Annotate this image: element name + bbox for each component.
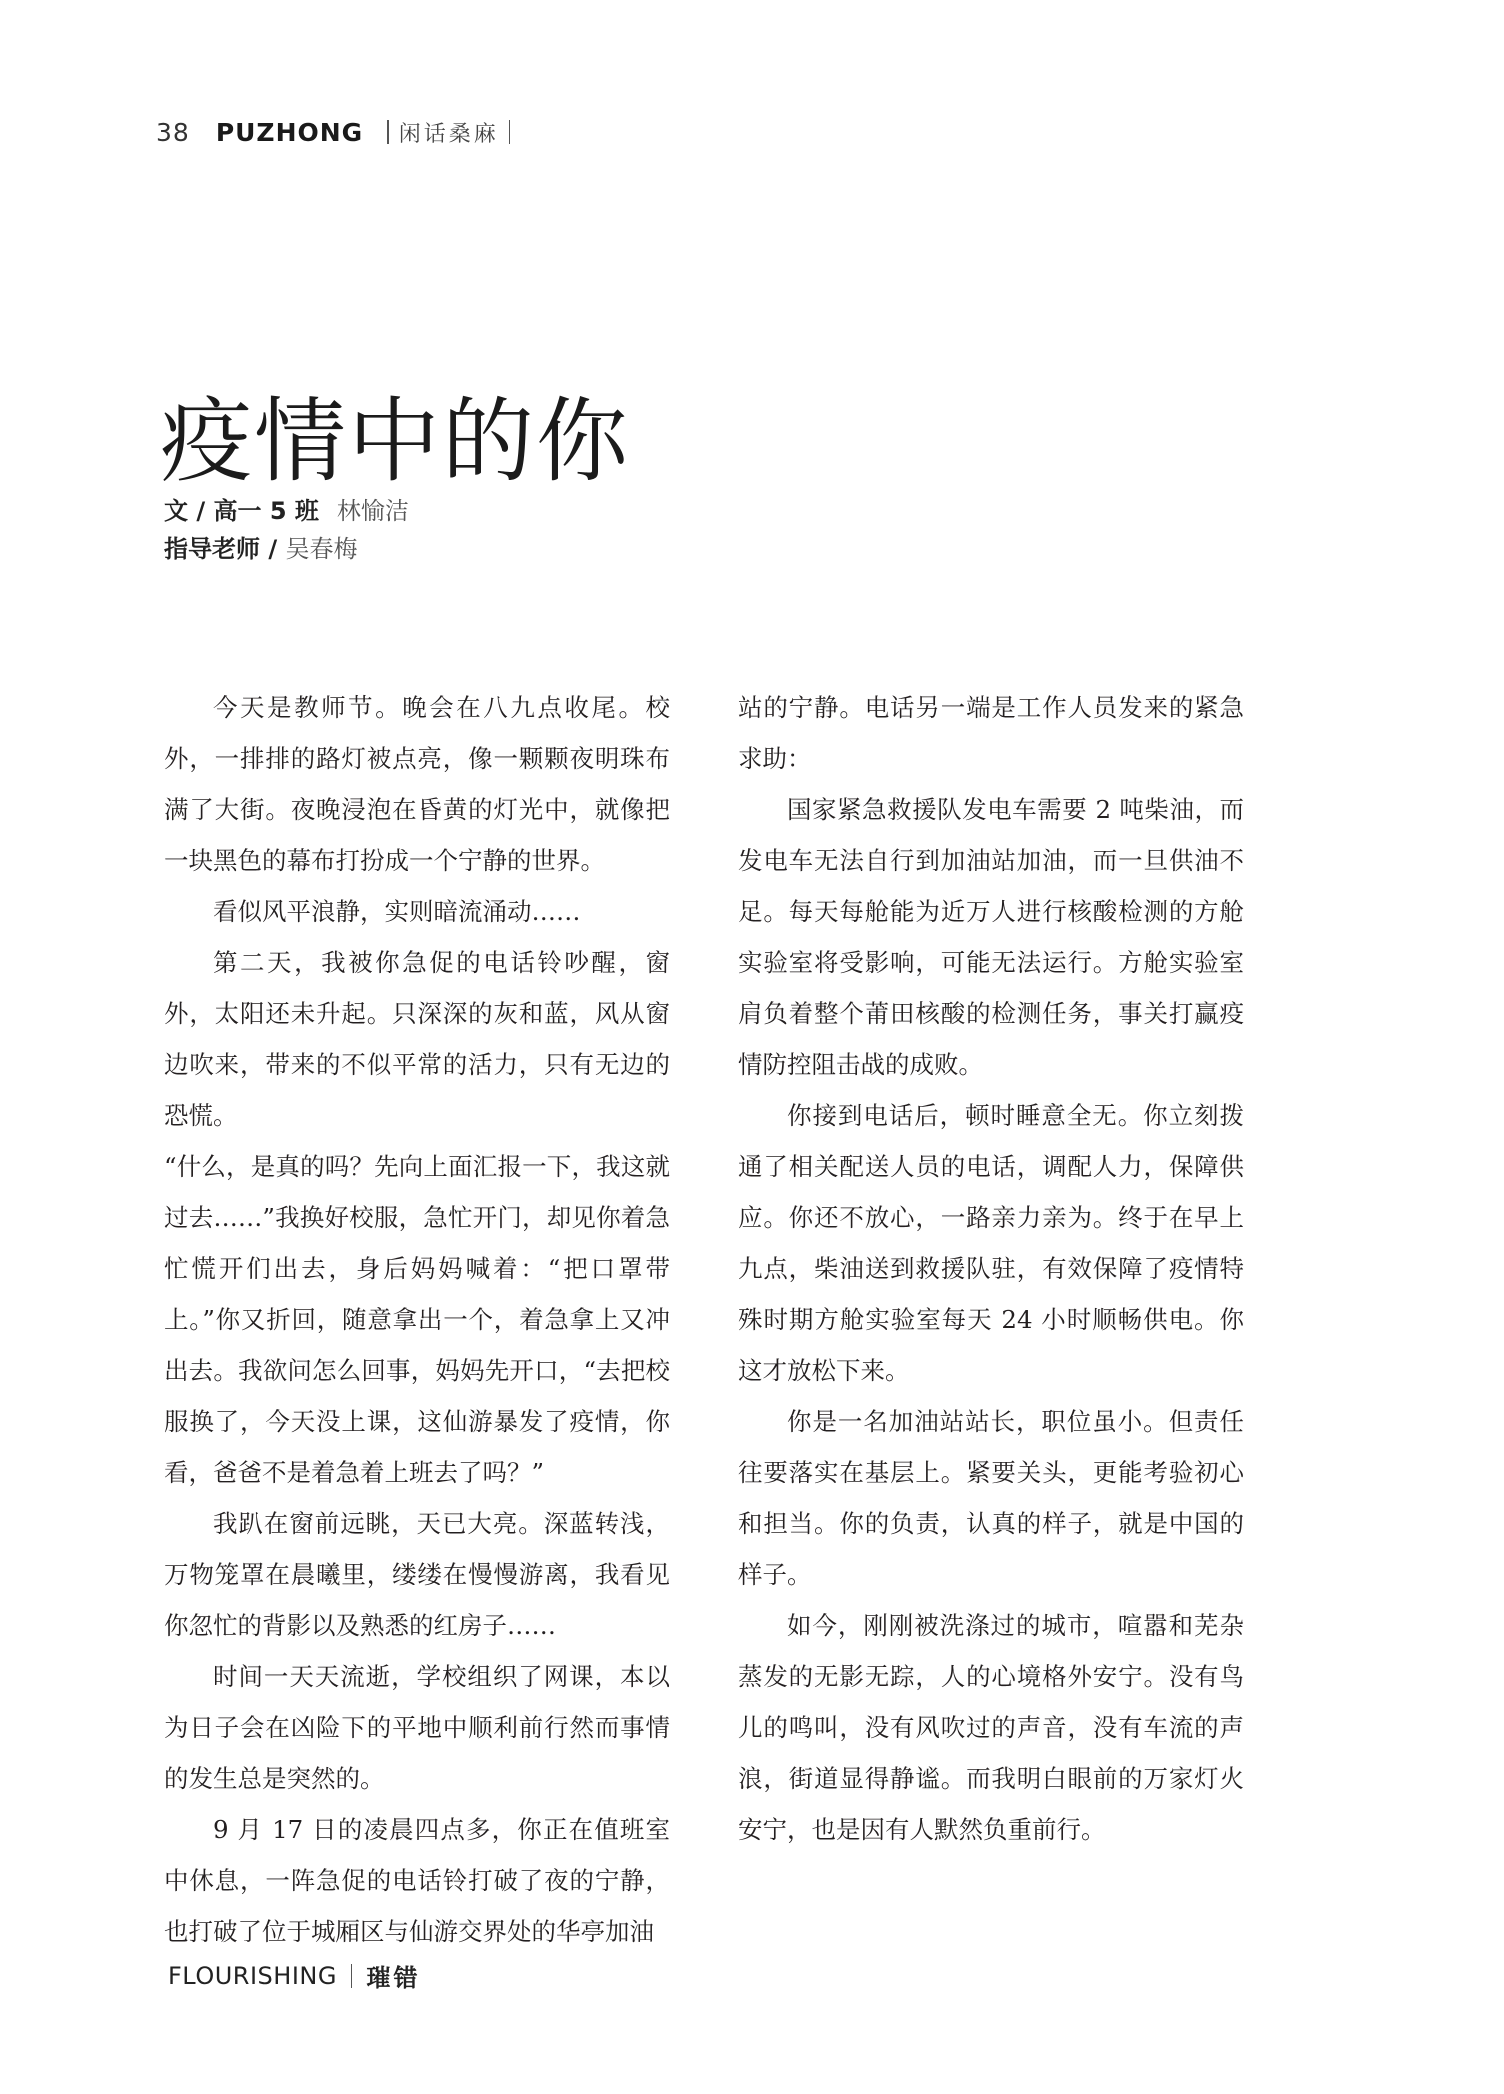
author-line xyxy=(164,492,409,530)
teacher-name: 吴春梅 xyxy=(285,535,358,563)
paragraph: 看似风平浪静，实则暗流涌动…… xyxy=(213,897,581,926)
page-number: 38 xyxy=(156,117,190,147)
right-column xyxy=(738,682,1244,1855)
paragraph: 如今，刚刚被洗涤过的城市，喧嚣和芜杂蒸发的无影无踪，人的心境格外安宁。没有鸟儿的鸣叫，没有风吹过的声音，没有车流的声浪，街道显得静谧。而我明白眼前的万家灯火安宁，也是因有人默然负重前行。 xyxy=(738,1611,1244,1844)
footer-divider xyxy=(351,1964,353,1988)
paragraph: 国家紧急救援队发电车需要 2 吨柴油，而发电车无法自行到加油站加油，而一旦供油不足。每天每舱能为近万人进行核酸检测的方舱实验室将受影响，可能无法运行。方舱实验室肩负着整个莆田核酸的检测任务，事关打赢疫情防控阻击战的成败。 xyxy=(738,795,1244,1079)
header-divider xyxy=(387,120,389,144)
paragraph: 站的宁静。电话另一端是工作人员发来的紧急求助： xyxy=(738,693,1244,773)
paragraph: 我趴在窗前远眺，天已大亮。深蓝转浅，万物笼罩在晨曦里，缕缕在慢慢游离，我看见你忽忙的背影以及熟悉的红房子…… xyxy=(164,1509,670,1640)
author-name: 林愉洁 xyxy=(336,497,409,525)
paragraph: “什么，是真的吗？先向上面汇报一下，我这就过去……”我换好校服，急忙开门，却见你着急忙慌开们出去，身后妈妈喊着：“把口罩带上。”你又折回，随意拿出一个，着急拿上又冲出去。我欲问怎么回事，妈妈先开口，“去把校服换了，今天没上课，这仙游暴发了疫情，你看，爸爸不是着急着上班去了吗？” xyxy=(164,1152,670,1487)
paragraph: 你接到电话后，顿时睡意全无。你立刻拨通了相关配送人员的电话，调配人力，保障供应。你还不放心，一路亲力亲为。终于在早上九点，柴油送到救援队驻，有效保障了疫情特殊时期方舱实验室每天 24 小时顺畅供电。你这才放松下来。 xyxy=(738,1101,1244,1385)
teacher-label: 指导老师 / xyxy=(164,535,286,563)
footer-magazine-name: FLOURISHING xyxy=(168,1961,337,1990)
article-title: 疫情中的你 xyxy=(160,387,631,495)
running-header xyxy=(156,114,520,150)
header-divider-end xyxy=(509,120,511,144)
teacher-line xyxy=(164,530,409,568)
paragraph: 9 月 17 日的凌晨四点多，你正在值班室中休息，一阵急促的电话铃打破了夜的宁静，也打破了位于城厢区与仙游交界处的华亭加油 xyxy=(164,1815,670,1946)
column-name: 闲话桑麻 xyxy=(398,121,499,147)
paragraph: 你是一名加油站站长，职位虽小。但责任往要落实在基层上。紧要关头，更能考验初心和担当。你的负责，认真的样子，就是中国的样子。 xyxy=(738,1407,1244,1589)
author-label: 文 / 高一 5 班 xyxy=(164,497,319,525)
left-column xyxy=(164,682,670,1957)
running-footer xyxy=(168,1958,420,1993)
paragraph: 今天是教师节。晚会在八九点收尾。校外，一排排的路灯被点亮，像一颗颗夜明珠布满了大街。夜晚浸泡在昏黄的灯光中，就像把一块黑色的幕布打扮成一个宁静的世界。 xyxy=(164,693,670,875)
paragraph: 时间一天天流逝，学校组织了网课，本以为日子会在凶险下的平地中顺利前行然而事情的发生总是突然的。 xyxy=(164,1662,670,1793)
footer-section-name: 璀错 xyxy=(366,1964,421,1992)
byline xyxy=(164,492,409,568)
paragraph: 第二天，我被你急促的电话铃吵醒，窗外，太阳还未升起。只深深的灰和蓝，风从窗边吹来，带来的不似平常的活力，只有无边的恐慌。 xyxy=(164,948,670,1130)
magazine-name: PUZHONG xyxy=(215,117,364,147)
